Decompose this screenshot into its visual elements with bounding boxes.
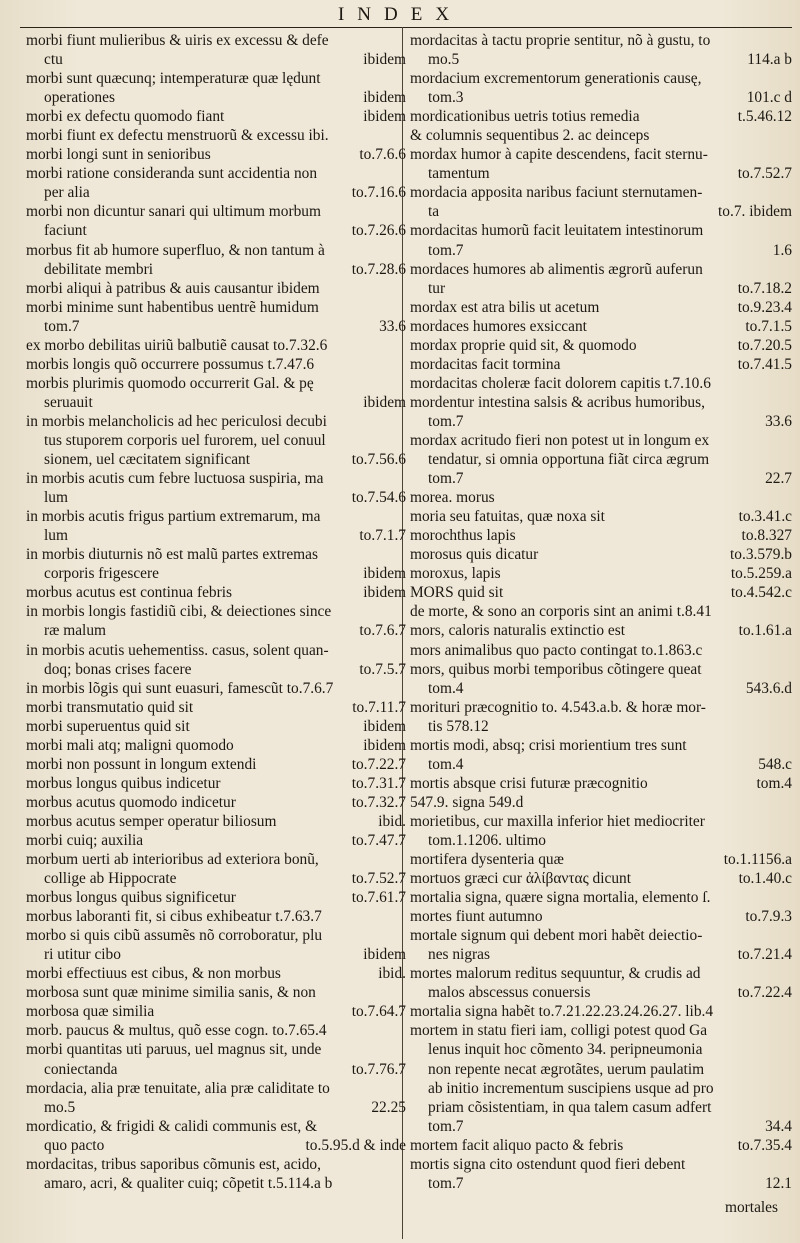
entry-text: morbi ex defectu quomodo fiant — [26, 108, 225, 126]
entry-locator: to.4.542.c — [730, 584, 792, 602]
index-line — [410, 336, 792, 355]
index-line — [26, 1098, 406, 1117]
index-line — [410, 526, 792, 545]
index-line: morbum uerti ab interioribus ad exteriora bonũ, — [26, 851, 319, 869]
entry-text: tom.7 — [428, 470, 464, 488]
index-line — [26, 393, 406, 412]
index-line — [410, 983, 792, 1002]
index-line: ab initio incrementum suscipiens usque ad pro — [428, 1079, 714, 1097]
entry-locator: tom.4 — [756, 774, 792, 792]
index-line: mordacium excrementorum generationis causę, — [410, 70, 702, 88]
index-line — [410, 679, 792, 698]
index-line — [410, 583, 792, 602]
index-line — [26, 450, 406, 469]
index-line — [26, 736, 406, 755]
entry-text: tom.7 — [44, 317, 80, 335]
index-line: in morbis longis fastidiũ cibi, & deiectiones since — [26, 603, 332, 621]
entry-text: operationes — [44, 89, 115, 107]
entry-locator: ibidem — [363, 584, 406, 602]
entry-text: mo.5 — [428, 51, 460, 69]
entry-text: tur — [428, 279, 446, 297]
index-line — [26, 831, 406, 850]
index-line — [26, 564, 406, 583]
entry-locator: 1.6 — [772, 241, 792, 259]
index-line — [410, 355, 792, 374]
index-line: mordaces humores ab alimentis ægrorũ auferun — [410, 260, 703, 278]
index-line — [410, 507, 792, 526]
entry-locator: ibid. — [378, 965, 406, 983]
entry-text: morbus acutus est continua febris — [26, 584, 233, 602]
entry-text: mordax proprie quid sit, & quomodo — [410, 336, 637, 354]
index-line: ex morbo debilitas uiriũ balbutiẽ causat to.7.32.6 — [26, 336, 328, 354]
entry-locator: to.5.95.d & inde — [305, 1136, 406, 1154]
entry-text: tamentum — [428, 165, 490, 183]
index-line: in morbis acutis cum febre luctuosa suspiria, ma — [26, 470, 324, 488]
entry-text: tom.7 — [428, 412, 464, 430]
index-line — [410, 241, 792, 260]
entry-text: tom.7 — [428, 1174, 464, 1192]
entry-text: sionem, uel cæcitatem significant — [44, 451, 251, 469]
entry-locator: 22.25 — [371, 1098, 406, 1116]
index-line: mortis modi, absq; crisi morientium tres sunt — [410, 736, 687, 754]
index-line — [26, 660, 406, 679]
index-line: mortale signum qui debent mori habẽt deiectio- — [410, 927, 703, 945]
entry-locator: ibidem — [363, 393, 406, 411]
entry-text: malos abscessus conuersis — [428, 984, 591, 1002]
entry-locator: ibidem — [363, 51, 406, 69]
entry-text: morbi effectiuus est cibus, & non morbus — [26, 965, 281, 983]
index-line: morbi fiunt ex defectu menstruorũ & excessu ibi. — [26, 127, 329, 145]
entry-text: morochthus lapis — [410, 527, 516, 545]
index-line — [26, 774, 406, 793]
index-line: morbis longis quõ occurrere possumus t.7.47.6 — [26, 355, 315, 373]
entry-text: mordacitas facit tormina — [410, 355, 561, 373]
index-line — [410, 1136, 792, 1155]
entry-text: corporis frigescere — [44, 565, 159, 583]
index-line: morbosa sunt quæ minime similia sanis, & non — [26, 984, 316, 1002]
index-line: mordicatio, & frigidi & calidi communis est, & — [26, 1117, 318, 1135]
index-line: morb. paucus & multus, quõ esse cogn. to.7.65.4 — [26, 1022, 327, 1040]
entry-text: ta — [428, 203, 440, 221]
left-column — [26, 31, 406, 1193]
entry-text: mors, caloris naturalis extinctio est — [410, 622, 625, 640]
index-line — [410, 907, 792, 926]
entry-text: per alia — [44, 184, 90, 202]
entry-locator: to.7.41.5 — [737, 355, 792, 373]
index-line: mors, quibus morbi temporibus cõtingere queat — [410, 660, 702, 678]
index-line: amaro, acri, & qualiter cuiq; cõpetit t.5.114.a b — [44, 1174, 333, 1192]
index-line — [410, 164, 792, 183]
entry-locator: to.7.47.7 — [351, 831, 406, 849]
entry-text: moria seu fatuitas, quæ noxa sit — [410, 508, 605, 526]
catchword: mortales — [725, 1199, 778, 1216]
index-line: morietibus, cur maxilla inferior hiet mediocriter — [410, 812, 705, 830]
index-line: morea. morus — [410, 489, 495, 507]
entry-locator: to.7. ibidem — [718, 203, 792, 221]
entry-text: ræ malum — [44, 622, 106, 640]
entry-locator: ibidem — [363, 89, 406, 107]
entry-locator: ibidem — [363, 736, 406, 754]
entry-locator: to.1.61.a — [738, 622, 792, 640]
entry-locator: to.3.579.b — [730, 546, 792, 564]
index-line — [410, 412, 792, 431]
entry-locator: ibidem — [363, 717, 406, 735]
entry-locator: to.7.31.7 — [351, 774, 406, 792]
index-line: lenus inquit hoc cõmento 34. peripneumonia — [428, 1041, 703, 1059]
index-line: morbus laboranti fit, si cibus exhibeatur t.7.63.7 — [26, 908, 322, 926]
entry-locator: 33.6 — [765, 412, 792, 430]
index-line: mortis signa cito ostendunt quod fieri debent — [410, 1155, 686, 1173]
entry-text: morbus longus quibus significetur — [26, 889, 236, 907]
index-line: priam cõsistentiam, in qua talem casum adfert — [428, 1098, 712, 1116]
index-line: in morbis diuturnis nõ est malũ partes extremas — [26, 546, 318, 564]
index-line — [26, 1136, 406, 1155]
entry-text: quo pacto — [44, 1136, 105, 1154]
index-line — [410, 545, 792, 564]
entry-locator: to.7.35.4 — [737, 1136, 792, 1154]
header-rule — [20, 27, 792, 28]
index-line — [410, 279, 792, 298]
index-line: morbus fit ab humore superfluo, & non tantum à — [26, 241, 325, 259]
entry-locator: to.7.9.3 — [745, 908, 792, 926]
entry-text: faciunt — [44, 222, 87, 240]
entry-text: morbosa quæ similia — [26, 1003, 155, 1021]
entry-locator: to.1.1156.a — [723, 851, 792, 869]
index-line: morbi quantitas uti paruus, uel magnus sit, unde — [26, 1041, 322, 1059]
entry-locator: 22.7 — [765, 470, 792, 488]
index-line — [410, 107, 792, 126]
entry-locator: to.5.259.a — [730, 565, 792, 583]
entry-locator: to.7.54.6 — [351, 489, 406, 507]
index-line — [410, 945, 792, 964]
index-line: mortalia signa, quære signa mortalia, elemento ſ. — [410, 889, 711, 907]
entry-locator: 12.1 — [765, 1174, 792, 1192]
entry-locator: 34.4 — [765, 1117, 792, 1135]
index-line — [26, 621, 406, 640]
entry-locator: to.7.18.2 — [737, 279, 792, 297]
entry-locator: t.5.46.12 — [737, 108, 792, 126]
index-line: de morte, & sono an corporis sint an animi t.8.41 — [410, 603, 712, 621]
index-line: tis 578.12 — [428, 717, 489, 735]
index-line — [410, 88, 792, 107]
index-line — [26, 964, 406, 983]
entry-text: lum — [44, 527, 68, 545]
entry-locator: to.7.76.7 — [351, 1060, 406, 1078]
entry-locator: to.3.41.c — [738, 508, 792, 526]
index-line: mordacitas choleræ facit dolorem capitis t.7.10.6 — [410, 374, 711, 392]
entry-text: morosus quis dicatur — [410, 546, 539, 564]
index-line: in morbis acutis frigus partium extremarum, ma — [26, 508, 321, 526]
index-line: mortem in statu fieri iam, colligi potest quod Ga — [410, 1022, 708, 1040]
entry-text: coniectanda — [44, 1060, 118, 1078]
entry-locator: to.7.64.7 — [351, 1003, 406, 1021]
entry-text: seruauit — [44, 393, 93, 411]
index-line: non repente necat ægrotãtes, uerum paulatim — [428, 1060, 705, 1078]
entry-text: morbi mali atq; maligni quomodo — [26, 736, 234, 754]
index-line — [410, 869, 792, 888]
index-line: & columnis sequentibus 2. ac deinceps — [410, 127, 650, 145]
entry-locator: 543.6.d — [745, 679, 792, 697]
entry-locator: to.7.21.4 — [737, 946, 792, 964]
index-line: tom.1.1206. ultimo — [428, 831, 546, 849]
entry-text: mortem facit aliquo pacto & febris — [410, 1136, 624, 1154]
index-line: morbis plurimis quomodo occurrerit Gal. & pę — [26, 374, 314, 392]
entry-locator: to.7.1.5 — [745, 317, 792, 335]
index-line — [26, 260, 406, 279]
entry-text: mortis absque crisi futuræ præcognitio — [410, 774, 648, 792]
index-line — [26, 812, 406, 831]
index-line — [26, 221, 406, 240]
entry-text: morbus acutus quomodo indicetur — [26, 793, 236, 811]
index-line: mordacitas, tribus saporibus cõmunis est, acido, — [26, 1155, 321, 1173]
index-line — [26, 317, 406, 336]
index-line — [26, 583, 406, 602]
index-line — [26, 1002, 406, 1021]
index-line: morituri præcognitio to. 4.543.a.b. & horæ mor- — [410, 698, 706, 716]
index-line: mors animalibus quo pacto contingat to.1.863.c — [410, 641, 703, 659]
index-line — [26, 945, 406, 964]
index-line — [26, 145, 406, 164]
index-line: mortalia signa habẽt to.7.21.22.23.24.26.27. lib.4 — [410, 1003, 714, 1021]
entry-locator: to.7.16.6 — [351, 184, 406, 202]
index-line: tus stuporem corporis uel furorem, uel conuul — [44, 431, 326, 449]
entry-text: moroxus, lapis — [410, 565, 501, 583]
page-header: INDEX — [337, 4, 463, 25]
index-line — [26, 888, 406, 907]
index-line — [410, 1117, 792, 1136]
index-line — [26, 183, 406, 202]
index-line: mordacia apposita naribus faciunt sternutamen- — [410, 184, 703, 202]
entry-text: tom.4 — [428, 755, 464, 773]
entry-locator: to.7.6.7 — [359, 622, 406, 640]
entry-locator: ibidem — [363, 108, 406, 126]
index-line — [410, 621, 792, 640]
entry-locator: ibid. — [378, 812, 406, 830]
index-line: in morbis acutis uehementiss. casus, solent quan- — [26, 641, 329, 659]
index-line: morbi sunt quæcunq; intemperaturæ quæ lędunt — [26, 70, 321, 88]
index-line — [26, 717, 406, 736]
entry-text: morbi non possunt in longum extendi — [26, 755, 257, 773]
index-line — [26, 869, 406, 888]
index-line: mordax acritudo fieri non potest ut in longum ex — [410, 431, 710, 449]
index-line: in morbis lõgis qui sunt euasuri, famescũt to.7.6.7 — [26, 679, 334, 697]
entry-text: MORS quid sit — [410, 584, 504, 602]
entry-text: doq; bonas crises facere — [44, 660, 192, 678]
index-line — [26, 526, 406, 545]
index-line: morbi fiunt mulieribus & uiris ex excessu & defe — [26, 32, 329, 49]
entry-locator: to.7.6.6 — [359, 146, 406, 164]
index-line — [26, 755, 406, 774]
entry-text: mo.5 — [44, 1098, 76, 1116]
index-line: mordacitas humorũ facit leuitatem intestinorum — [410, 222, 704, 240]
entry-locator: to.7.32.7 — [351, 793, 406, 811]
index-line — [26, 50, 406, 69]
entry-locator: 114.a b — [747, 51, 792, 69]
entry-text: morbi longi sunt in senioribus — [26, 146, 211, 164]
index-line — [410, 1174, 792, 1193]
right-column — [410, 31, 792, 1193]
index-line: mordax humor à capite descendens, facit sternu- — [410, 146, 708, 164]
index-line — [26, 88, 406, 107]
entry-text: mortuos græci cur ἀλίβαντας dicunt — [410, 870, 632, 888]
entry-locator: to.7.52.7 — [737, 165, 792, 183]
index-line — [410, 564, 792, 583]
entry-text: morbus acutus semper operatur biliosum — [26, 812, 277, 830]
entry-locator: 33.6 — [379, 317, 406, 335]
entry-text: tom.7 — [428, 241, 464, 259]
entry-text: morbus longus quibus indicetur — [26, 774, 221, 792]
entry-locator: to.7.22.7 — [351, 755, 406, 773]
index-line — [410, 850, 792, 869]
index-line: mortes malorum reditus sequuntur, & crudis ad — [410, 965, 701, 983]
entry-text: nes nigras — [428, 946, 490, 964]
entry-text: ctu — [44, 51, 63, 69]
entry-text: mordicationibus uetris totius remedia — [410, 108, 640, 126]
index-line — [410, 774, 792, 793]
entry-locator: to.7.56.6 — [351, 451, 406, 469]
index-line — [410, 755, 792, 774]
entry-locator: to.9.23.4 — [737, 298, 792, 316]
entry-text: morbi cuiq; auxilia — [26, 831, 144, 849]
entry-text: ri utitur cibo — [44, 946, 121, 964]
entry-text: tom.3 — [428, 89, 464, 107]
entry-text: mortes fiunt autumno — [410, 908, 543, 926]
index-line — [410, 202, 792, 221]
index-line — [26, 488, 406, 507]
index-line: morbo si quis cibũ assumẽs nõ corroboratur, plu — [26, 927, 323, 945]
index-line — [26, 1060, 406, 1079]
index-line: mordacia, alia præ tenuitate, alia præ caliditate to — [26, 1079, 330, 1097]
index-line — [410, 50, 792, 69]
entry-locator: to.7.20.5 — [737, 336, 792, 354]
index-line: 547.9. signa 549.d — [410, 793, 524, 811]
index-line — [410, 469, 792, 488]
entry-locator: to.8.327 — [741, 527, 792, 545]
entry-locator: 101.c d — [746, 89, 792, 107]
entry-text: morbi superuentus quid sit — [26, 717, 190, 735]
entry-locator: to.7.5.7 — [359, 660, 406, 678]
entry-locator: to.7.28.6 — [351, 260, 406, 278]
entry-text: tom.4 — [428, 679, 464, 697]
index-line — [26, 793, 406, 812]
entry-locator: to.7.11.7 — [352, 698, 406, 716]
entry-locator: to.7.26.6 — [351, 222, 406, 240]
index-line — [410, 317, 792, 336]
entry-text: collige ab Hippocrate — [44, 870, 177, 888]
index-line: morbi minime sunt habentibus uentrẽ humidum — [26, 298, 319, 316]
index-line: tendatur, si omnia opportuna fiãt circa ægrum — [428, 451, 710, 469]
index-line: mordentur intestina salsis & acribus humoribus, — [410, 393, 705, 411]
index-line: morbi aliqui à patribus & auis causantur ibidem — [26, 279, 320, 297]
entry-locator: 548.c — [758, 755, 792, 773]
index-line: morbi ratione consideranda sunt accidentia non — [26, 165, 318, 183]
entry-locator: to.7.52.7 — [351, 870, 406, 888]
entry-text: lum — [44, 489, 68, 507]
entry-text: mordaces humores exsiccant — [410, 317, 587, 335]
entry-locator: to.1.40.c — [738, 870, 792, 888]
entry-text: mortifera dysenteria quæ — [410, 851, 564, 869]
index-line — [26, 107, 406, 126]
index-line — [410, 298, 792, 317]
entry-locator: to.7.22.4 — [737, 984, 792, 1002]
entry-text: tom.7 — [428, 1117, 464, 1135]
entry-text: morbi transmutatio quid sit — [26, 698, 194, 716]
index-line: morbi non dicuntur sanari qui ultimum morbum — [26, 203, 321, 221]
entry-text: debilitate membri — [44, 260, 153, 278]
index-line: in morbis melancholicis ad hec periculosi decubi — [26, 412, 327, 430]
entry-text: mordax est atra bilis ut acetum — [410, 298, 600, 316]
entry-locator: ibidem — [363, 565, 406, 583]
entry-locator: to.7.61.7 — [351, 889, 406, 907]
entry-locator: ibidem — [363, 946, 406, 964]
entry-locator: to.7.1.7 — [359, 527, 406, 545]
index-line — [26, 698, 406, 717]
index-line: mordacitas à tactu proprie sentitur, nõ à gustu, to — [410, 32, 711, 49]
